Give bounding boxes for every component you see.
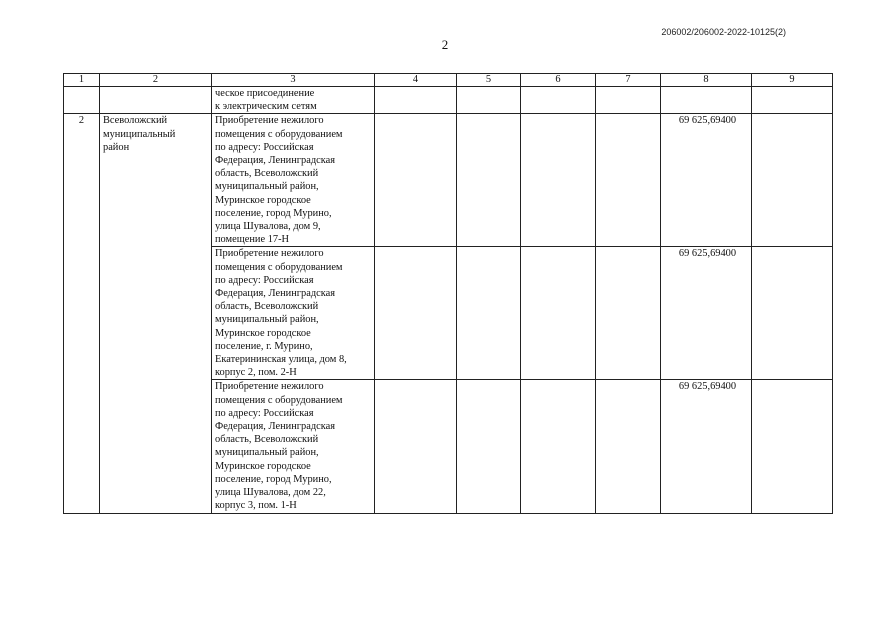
table-cell bbox=[375, 87, 457, 114]
table-cell bbox=[661, 87, 752, 114]
column-header: 4 bbox=[375, 74, 457, 87]
text-line: область, Всеволожский bbox=[215, 301, 319, 313]
table-cell bbox=[457, 87, 521, 114]
text-line: Муринское городское bbox=[215, 460, 311, 472]
column-header: 3 bbox=[212, 74, 375, 87]
table-cell bbox=[596, 114, 661, 247]
text-line: муниципальный район, bbox=[215, 447, 319, 459]
page-number: 2 bbox=[441, 37, 449, 52]
text-line: к электрическим сетям bbox=[215, 101, 317, 113]
table-cell bbox=[64, 87, 100, 114]
text-line: Приобретение нежилого bbox=[215, 115, 324, 127]
table-row bbox=[64, 247, 833, 380]
text-line: улица Шувалова, дом 9, bbox=[215, 221, 321, 233]
column-header-row bbox=[64, 74, 833, 87]
description-cell bbox=[212, 380, 375, 513]
text-line: муниципальный район, bbox=[215, 314, 319, 326]
table-cell bbox=[752, 380, 833, 513]
table-cell bbox=[521, 247, 596, 380]
table-row bbox=[64, 114, 833, 247]
text-line: Екатерининская улица, дом 8, bbox=[215, 354, 347, 366]
budget-table bbox=[63, 73, 833, 514]
description-cell bbox=[212, 247, 375, 380]
text-line: помещения с оборудованием bbox=[215, 394, 343, 406]
table-cell bbox=[100, 247, 212, 380]
amount-cell: 69 625,69400 bbox=[661, 114, 752, 247]
table-cell bbox=[752, 247, 833, 380]
table-cell bbox=[457, 380, 521, 513]
table-cell bbox=[521, 380, 596, 513]
table-cell bbox=[457, 114, 521, 247]
text-line: помещение 17-Н bbox=[215, 234, 290, 246]
table-cell bbox=[457, 247, 521, 380]
description-cell bbox=[212, 114, 375, 247]
text-line: Приобретение нежилого bbox=[215, 248, 324, 260]
text-line: Федерация, Ленинградская bbox=[215, 155, 336, 167]
text-line: поселение, город Мурино, bbox=[215, 473, 332, 485]
amount-cell: 69 625,69400 bbox=[661, 247, 752, 380]
table-cell bbox=[521, 114, 596, 247]
text-line: Приобретение нежилого bbox=[215, 381, 324, 393]
text-line: по адресу: Российская bbox=[215, 141, 314, 153]
continuation-description bbox=[212, 87, 375, 114]
document-number: 206002/206002-2022-10125(2) bbox=[661, 27, 786, 37]
row-number: 2 bbox=[64, 114, 100, 247]
column-header: 1 bbox=[64, 74, 100, 87]
table-cell bbox=[64, 380, 100, 513]
table-cell bbox=[64, 247, 100, 380]
text-line: улица Шувалова, дом 22, bbox=[215, 487, 326, 499]
district-cell bbox=[100, 114, 212, 247]
amount-cell: 69 625,69400 bbox=[661, 380, 752, 513]
text-line: муниципальный район, bbox=[215, 181, 319, 193]
text-line: по адресу: Российская bbox=[215, 407, 314, 419]
table-cell bbox=[100, 87, 212, 114]
text-line: помещения с оборудованием bbox=[215, 128, 343, 140]
text-line: Федерация, Ленинградская bbox=[215, 421, 336, 433]
table-cell bbox=[375, 247, 457, 380]
table-cell bbox=[521, 87, 596, 114]
column-header: 7 bbox=[596, 74, 661, 87]
column-header: 5 bbox=[457, 74, 521, 87]
table-cell bbox=[100, 380, 212, 513]
table-cell bbox=[596, 380, 661, 513]
text-line: область, Всеволожский bbox=[215, 434, 319, 446]
text-line: Федерация, Ленинградская bbox=[215, 288, 336, 300]
table-row bbox=[64, 380, 833, 513]
text-line: поселение, город Мурино, bbox=[215, 207, 332, 219]
text-line: поселение, г. Мурино, bbox=[215, 340, 313, 352]
text-line: район bbox=[103, 141, 130, 153]
text-line: корпус 3, пом. 1-Н bbox=[215, 500, 297, 512]
text-line: по адресу: Российская bbox=[215, 274, 314, 286]
column-header: 6 bbox=[521, 74, 596, 87]
table-cell bbox=[375, 380, 457, 513]
text-line: ческое присоединение bbox=[215, 88, 315, 99]
text-line: помещения с оборудованием bbox=[215, 261, 343, 273]
column-header: 9 bbox=[752, 74, 833, 87]
column-header: 8 bbox=[661, 74, 752, 87]
table-cell bbox=[375, 114, 457, 247]
text-line: область, Всеволожский bbox=[215, 168, 319, 180]
text-line: Муринское городское bbox=[215, 327, 311, 339]
table-cell bbox=[596, 87, 661, 114]
table-cell bbox=[596, 247, 661, 380]
column-header: 2 bbox=[100, 74, 212, 87]
text-line: муниципальный bbox=[103, 128, 176, 140]
text-line: корпус 2, пом. 2-Н bbox=[215, 367, 297, 379]
text-line: Всеволожский bbox=[103, 115, 168, 127]
table-cell bbox=[752, 114, 833, 247]
continuation-row bbox=[64, 87, 833, 114]
table-cell bbox=[752, 87, 833, 114]
text-line: Муринское городское bbox=[215, 194, 311, 206]
